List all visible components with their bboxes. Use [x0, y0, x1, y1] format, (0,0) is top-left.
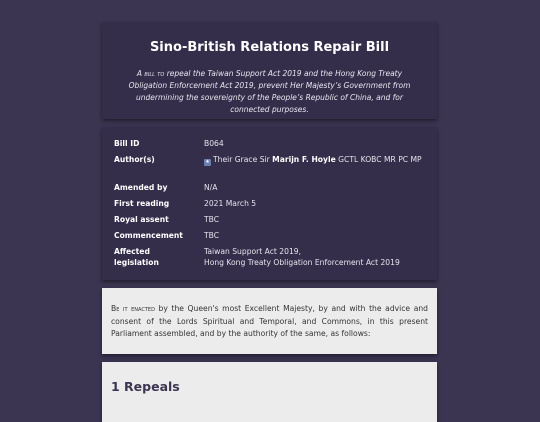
royal-assent-value: TBC: [204, 215, 220, 224]
affected-legislation-label: Affected legislation: [114, 247, 159, 267]
bill-title: Sino-British Relations Repair Bill: [149, 40, 390, 55]
party-badge-icon: ★: [205, 159, 210, 165]
bill-info-card: [102, 127, 437, 280]
authors-label: Author(s): [114, 155, 155, 164]
commencement-value: TBC: [204, 231, 220, 240]
affected-act-link[interactable]: Taiwan Support Act 2019,: [204, 247, 302, 256]
section-heading: 1 Repeals: [111, 379, 180, 394]
royal-assent-label: Royal assent: [114, 215, 169, 224]
amended-by-value: N/A: [204, 183, 218, 192]
authors-value: [204, 154, 427, 166]
affected-act-link[interactable]: Hong Kong Treaty Obligation Enforcement Act 2019: [204, 258, 400, 267]
amended-by-label: Amended by: [114, 183, 168, 192]
bill-title-card: [102, 22, 437, 119]
enacting-text: by the Queen's most Excellent Majesty, by and with the advice and consent of the Lords Spiritual and Temporal, and Commons, in this present Parliament assembled, and by the authority of the same, as follows:: [111, 304, 428, 338]
first-reading-label: First reading: [114, 199, 170, 208]
bill-id-value: B064: [204, 139, 224, 148]
bill-description-prefix: A bill to: [136, 69, 165, 78]
affected-legislation-value: [204, 246, 427, 268]
author-prefix: Their Grace Sir: [213, 155, 270, 164]
first-reading-value: 2021 March 5: [204, 199, 257, 208]
enacting-formula: [111, 303, 428, 341]
section-card: [102, 362, 437, 422]
enacting-formula-card: [102, 288, 437, 354]
author-name-link[interactable]: Marijn F. Hoyle: [272, 155, 336, 164]
bill-description: [118, 68, 421, 116]
bill-id-label: Bill ID: [114, 139, 140, 148]
commencement-label: Commencement: [114, 231, 183, 240]
bill-description-text: repeal the Taiwan Support Act 2019 and the Hong Kong Treaty Obligation Enforcement Act 2019, prevent Her Majesty’s Government from undermining the sovereignty of the People’s Republic of China, and for connected purposes.: [128, 69, 411, 114]
author-suffix: GCTL KOBC MR PC MP: [338, 155, 422, 164]
enacting-prefix: Be it enacted: [111, 304, 155, 313]
